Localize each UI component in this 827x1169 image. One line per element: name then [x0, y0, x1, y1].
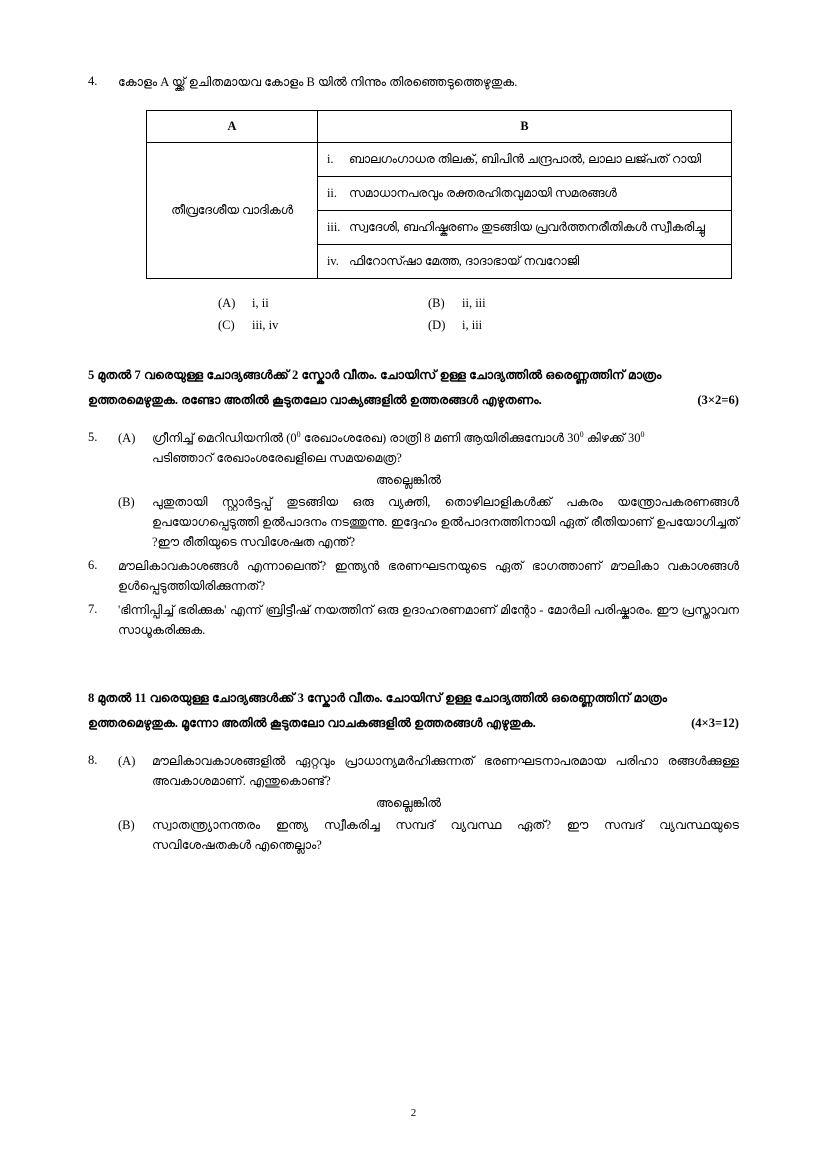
question-8-number: 8. [88, 753, 98, 768]
question-7-number: 7. [88, 602, 98, 617]
question-8-a-label: (A) [118, 754, 136, 769]
question-8-b-text: സ്വാതന്ത്ര്യാനന്തരം ഇന്ത്യ സ്വീകരിച്ച സമ്പദ് വ്യവസ്ഥ ഏത്? ഈ സമ്പദ് വ്യവസ്ഥയുടെ സവിശേഷതകൾ എന്തെല്ലാം? [152, 818, 739, 853]
question-5-b-text: പുതുതായി സ്റ്റാർട്ടപ്പ് തുടങ്ങിയ ഒരു വ്യക്തി, തൊഴിലാളികൾക്ക് പകരം യന്ത്രോപകരണങ്ങൾ ഉപയോഗപ്പെടുത്തി ഉൽപാദനം നടത്തുന്നു. ഇദ്ദേഹം ഉൽപാദനത്തിനായി ഏത് രീതിയാണ് ഉപയോഗിച്ചത് ?ഈ രീതിയുടെ സവിശേഷത എന്ത്? [152, 495, 739, 550]
question-4-number: 4. [88, 74, 98, 88]
instruction-8-to-11-line2 [88, 711, 739, 736]
question-8-b-label: (B) [118, 818, 135, 833]
question-5 [88, 428, 739, 552]
roman-numeral-i: i. [327, 152, 334, 167]
roman-numeral-iv: iv. [327, 254, 339, 269]
question-5-a-label: (A) [118, 431, 136, 446]
question-5-b-label: (B) [118, 495, 135, 510]
question-5-or: അല്ലെങ്കിൽ [375, 473, 442, 488]
question-5-a-text [152, 428, 739, 468]
table-cell-b-4 [318, 245, 732, 279]
question-7 [88, 600, 739, 640]
table-cell-b-1-text: ബാലഗംഗാധര തിലക്, ബിപിൻ ചന്ദ്രപാൽ, ലാലാ ലജ്പത് റായി [349, 152, 702, 167]
option-c-label: (C) [218, 318, 235, 333]
table-header-a: A [147, 111, 318, 143]
instruction-8-to-11-marks: (4×3=12) [691, 715, 739, 730]
table-row [147, 143, 732, 177]
instruction-5-to-7 [88, 363, 739, 412]
question-7-text: 'ഭിന്നിപ്പിച്ച് ഭരിക്കുക' എന്ന് ബ്രിട്ടീഷ് നയത്തിന് ഒരു ഉദാഹരണമാണ് മിന്റോ - മോർലി പരിഷ്കാരം. ഈ പ്രസ്താവന സാധൂകരിക്കുക. [118, 603, 739, 638]
question-5-number: 5. [88, 430, 98, 445]
table-cell-b-2-text: സമാധാനപരവും രക്തരഹിതവുമായി സമരങ്ങൾ [349, 186, 617, 201]
question-8-body [118, 751, 739, 855]
option-d[interactable] [428, 315, 638, 337]
question-5-part-a [118, 428, 739, 468]
table-header-b: B [318, 111, 732, 143]
instruction-8-to-11-line1: 8 മുതൽ 11 വരെയുള്ള ചോദ്യങ്ങൾക്ക് 3 സ്കോർ വീതം. ചോയിസ് ഉള്ള ചോദ്യത്തിൽ ഒരെണ്ണത്തിന് മാത്രം [88, 691, 668, 706]
question-5-a-line1: ഗ്രീനിച്ച് മെറിഡിയനിൽ ($0^0$ രേഖാംശരേഖ) രാത്രി 8 മണി ആയിരിക്കുമ്പോൾ $30^0$ കിഴക്ക് $30^0$ [152, 429, 645, 446]
question-8-a-text: മൗലികാവകാശങ്ങളിൽ ഏറ്റവും പ്രാധാന്യമർഹിക്കുന്നത് ഭരണഘടനാപരമായ പരിഹാ രങ്ങൾക്കുള്ള അവകാശമാണ്. എന്തുകൊണ്ട്? [152, 754, 739, 789]
option-b-label: (B) [428, 296, 445, 311]
question-6-number: 6. [88, 558, 98, 573]
question-6-text: മൗലികാവകാശങ്ങൾ എന്നാലെന്ത്? ഇന്ത്യൻ ഭരണഘടനയുടെ ഏത് ഭാഗത്താണ് മൗലികാ വകാശങ്ങൾ ഉൾപ്പെടുത്തിയിരിക്കുന്നത്? [118, 559, 739, 594]
table-cell-b-4-text: ഫിറോസ്ഷാ മേത്ത, ദാദാഭായ് നവറോജി [349, 254, 580, 269]
option-c[interactable] [218, 315, 428, 337]
table-header-row [147, 111, 732, 143]
table-cell-b-3-text: സ്വദേശി, ബഹിഷ്കരണം തുടങ്ങിയ പ്രവർത്തനരീതികൾ സ്വീകരിച്ചു [349, 220, 705, 235]
option-a-text: i, ii [252, 296, 269, 311]
question-5-part-b [118, 492, 739, 552]
option-c-text: iii, iv [252, 318, 279, 333]
roman-numeral-ii: ii. [327, 186, 337, 201]
instruction-5-to-7-marks: (3×2=6) [697, 392, 739, 407]
question-5-a-line2: പടിഞ്ഞാറ് രേഖാംശരേഖളിലെ സമയമെത്ര? [152, 451, 402, 466]
page-number: 2 [410, 1107, 417, 1119]
table-cell-b-1 [318, 143, 732, 177]
table-cell-b-2 [318, 177, 732, 211]
option-b-text: ii, iii [462, 296, 486, 311]
instruction-8-to-11 [88, 686, 739, 735]
option-d-label: (D) [428, 318, 446, 333]
option-a-label: (A) [218, 296, 236, 311]
question-4 [88, 72, 739, 92]
table-cell-column-a: തീവ്രദേശീയ വാദികൾ [147, 143, 318, 279]
question-6 [88, 556, 739, 596]
option-a[interactable] [218, 293, 428, 315]
roman-numeral-iii: iii. [327, 220, 341, 235]
option-b[interactable] [428, 293, 638, 315]
question-8-part-a [118, 751, 739, 791]
instruction-5-to-7-text2: ഉത്തരമെഴുതുക. രണ്ടോ അതിൽ കൂടുതലോ വാക്യങ്ങളിൽ ഉത്തരങ്ങൾ എഴുതണം. [88, 392, 542, 407]
table-cell-b-3 [318, 211, 732, 245]
instruction-8-to-11-text2: ഉത്തരമെഴുതുക. മൂന്നോ അതിൽ കൂടുതലോ വാചകങ്ങളിൽ ഉത്തരങ്ങൾ എഴുതുക. [88, 715, 536, 730]
options-row-1 [218, 293, 638, 315]
instruction-5-to-7-line2 [88, 388, 739, 413]
question-8-part-b [118, 815, 739, 855]
matching-table [146, 110, 732, 279]
question-5-body [118, 428, 739, 552]
instruction-5-to-7-line1: 5 മുതൽ 7 വരെയുള്ള ചോദ്യങ്ങൾക്ക് 2 സ്കോർ വീതം. ചോയിസ് ഉള്ള ചോദ്യത്തിൽ ഒരെണ്ണത്തിന് മാത്രം [88, 367, 662, 382]
option-d-text: i, iii [462, 318, 483, 333]
question-4-prompt: കോളം A യ്ക്ക് ഉചിതമായവ കോളം B യിൽ നിന്നും തിരഞ്ഞെടുത്തെഴുതുക. [118, 75, 518, 89]
options-row-2 [218, 315, 638, 337]
question-4-options [218, 293, 638, 337]
question-8-or: അല്ലെങ്കിൽ [375, 796, 442, 811]
question-8 [88, 751, 739, 855]
